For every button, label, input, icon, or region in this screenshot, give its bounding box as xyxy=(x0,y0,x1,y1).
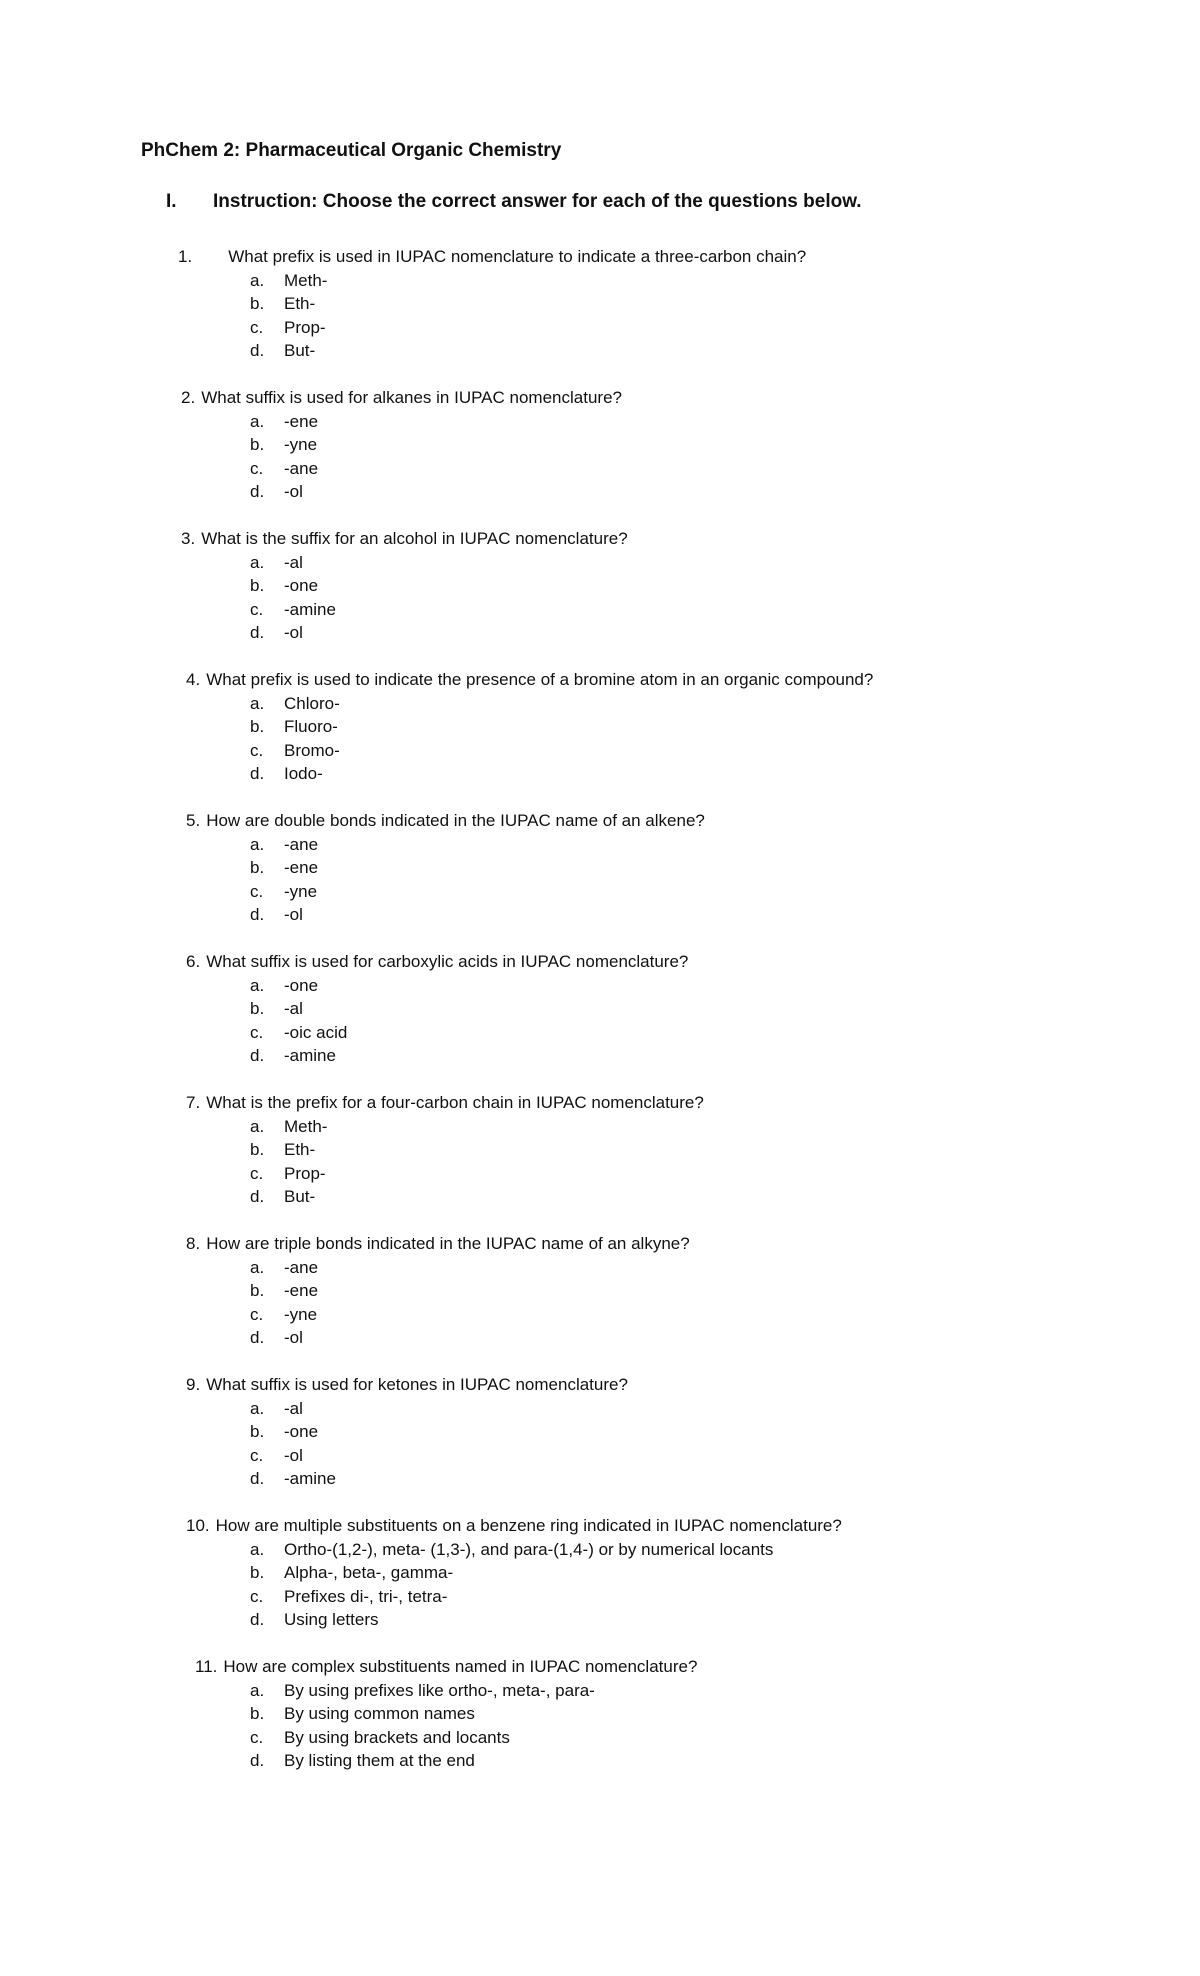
option-text: -amine xyxy=(284,1046,336,1065)
answer-option-a xyxy=(0,410,1200,434)
option-letter: c. xyxy=(250,881,264,901)
instruction-text: Instruction: Choose the correct answer for each of the questions below. xyxy=(213,191,862,212)
option-text: Eth- xyxy=(284,1140,316,1159)
option-text: -yne xyxy=(284,881,318,901)
option-letter: c. xyxy=(250,1022,264,1042)
option-letter: d. xyxy=(250,1328,265,1347)
answer-option-b xyxy=(0,1138,1200,1162)
answer-option-b xyxy=(0,1561,1200,1585)
option-letter: d. xyxy=(250,1469,265,1488)
option-text: -al xyxy=(284,999,303,1018)
option-letter: c. xyxy=(250,1727,264,1747)
option-text: -ol xyxy=(284,1328,303,1347)
option-text: But- xyxy=(284,341,316,360)
option-text: By using common names xyxy=(284,1704,475,1723)
answer-option-d xyxy=(0,903,1200,927)
answer-option-a xyxy=(0,551,1200,575)
option-letter: d. xyxy=(250,1046,265,1065)
question-7 xyxy=(0,1091,1200,1231)
question-text-line xyxy=(186,1091,704,1115)
question-text: How are complex substituents named in IUPAC nomenclature? xyxy=(223,1657,698,1676)
answer-option-a xyxy=(0,1115,1200,1139)
option-text: -amine xyxy=(284,1469,336,1488)
option-text: Meth- xyxy=(284,1116,328,1136)
question-text: What prefix is used to indicate the presence of a bromine atom in an organic compound? xyxy=(206,670,874,689)
question-number: 7. xyxy=(186,1093,201,1112)
option-letter: b. xyxy=(250,435,265,454)
answer-option-a xyxy=(0,1256,1200,1280)
option-letter: c. xyxy=(250,740,264,760)
question-text-line xyxy=(186,950,688,974)
answer-option-c xyxy=(0,880,1200,904)
question-text-line xyxy=(181,527,628,551)
answer-option-b xyxy=(0,715,1200,739)
answer-option-c xyxy=(0,1585,1200,1609)
option-letter: a. xyxy=(250,1257,265,1277)
option-text: Chloro- xyxy=(284,693,340,713)
answer-option-b xyxy=(0,574,1200,598)
answer-option-a xyxy=(0,833,1200,857)
question-text: How are double bonds indicated in the IUPAC name of an alkene? xyxy=(206,811,705,830)
option-text: -ene xyxy=(284,858,319,877)
option-text: Ortho-(1,2-), meta- (1,3-), and para-(1,4-) or by numerical locants xyxy=(284,1539,774,1559)
option-text: Alpha-, beta-, gamma- xyxy=(284,1563,454,1582)
answer-option-d xyxy=(0,1185,1200,1209)
option-letter: c. xyxy=(250,1304,264,1324)
question-text: How are multiple substituents on a benzene ring indicated in IUPAC nomenclature? xyxy=(215,1516,842,1535)
question-number: 10. xyxy=(186,1516,210,1535)
answer-option-a xyxy=(0,692,1200,716)
option-letter: b. xyxy=(250,858,265,877)
answer-option-c xyxy=(0,598,1200,622)
option-text: -al xyxy=(284,552,303,572)
question-text-line xyxy=(186,1514,842,1538)
answer-option-d xyxy=(0,1044,1200,1068)
option-letter: a. xyxy=(250,1680,265,1700)
option-text: Prop- xyxy=(284,317,326,337)
answer-option-b xyxy=(0,1279,1200,1303)
question-number: 8. xyxy=(186,1234,201,1253)
document-title: PhChem 2: Pharmaceutical Organic Chemistry xyxy=(141,140,562,161)
option-text: But- xyxy=(284,1187,316,1206)
question-number: 3. xyxy=(181,529,196,548)
question-1 xyxy=(0,245,1200,385)
answer-option-b xyxy=(0,856,1200,880)
answer-option-b xyxy=(0,1420,1200,1444)
answer-option-c xyxy=(0,457,1200,481)
question-text-line xyxy=(195,1655,697,1679)
option-letter: b. xyxy=(250,1422,265,1441)
option-text: -ol xyxy=(284,623,303,642)
question-number: 9. xyxy=(186,1375,201,1394)
question-number: 4. xyxy=(186,670,201,689)
answer-option-b xyxy=(0,433,1200,457)
option-letter: b. xyxy=(250,1704,265,1723)
question-9 xyxy=(0,1373,1200,1513)
option-letter: c. xyxy=(250,1163,264,1183)
answer-option-b xyxy=(0,1702,1200,1726)
option-text: Fluoro- xyxy=(284,717,338,736)
question-text-line xyxy=(186,809,705,833)
option-letter: c. xyxy=(250,1586,264,1606)
option-letter: c. xyxy=(250,1445,264,1465)
option-letter: a. xyxy=(250,270,265,290)
answer-option-c xyxy=(0,1162,1200,1186)
question-text: What suffix is used for ketones in IUPAC nomenclature? xyxy=(206,1375,628,1394)
answer-option-d xyxy=(0,1749,1200,1773)
option-text: -ol xyxy=(284,482,303,501)
option-letter: a. xyxy=(250,975,265,995)
option-letter: b. xyxy=(250,1281,265,1300)
option-letter: c. xyxy=(250,599,264,619)
option-text: Iodo- xyxy=(284,764,323,783)
option-letter: a. xyxy=(250,834,265,854)
answer-option-d xyxy=(0,480,1200,504)
question-8 xyxy=(0,1232,1200,1372)
answer-option-d xyxy=(0,621,1200,645)
option-letter: b. xyxy=(250,1140,265,1159)
option-text: By using brackets and locants xyxy=(284,1727,510,1747)
option-text: -ene xyxy=(284,1281,319,1300)
answer-option-a xyxy=(0,1538,1200,1562)
question-text: What prefix is used in IUPAC nomenclature to indicate a three-carbon chain? xyxy=(228,247,807,266)
option-text: -ane xyxy=(284,834,319,854)
option-letter: d. xyxy=(250,764,265,783)
option-letter: b. xyxy=(250,717,265,736)
answer-option-c xyxy=(0,739,1200,763)
question-5 xyxy=(0,809,1200,949)
question-text-line xyxy=(178,245,806,269)
option-text: -ol xyxy=(284,1445,303,1465)
question-text-line xyxy=(181,386,622,410)
answer-option-c xyxy=(0,1303,1200,1327)
answer-option-d xyxy=(0,1467,1200,1491)
question-4 xyxy=(0,668,1200,808)
option-letter: a. xyxy=(250,411,265,431)
question-text: What suffix is used for carboxylic acids in IUPAC nomenclature? xyxy=(206,952,689,971)
question-11 xyxy=(0,1655,1200,1795)
option-text: By using prefixes like ortho-, meta-, para- xyxy=(284,1680,595,1700)
option-text: By listing them at the end xyxy=(284,1751,475,1770)
answer-option-a xyxy=(0,1397,1200,1421)
option-text: -oic acid xyxy=(284,1022,348,1042)
question-number: 6. xyxy=(186,952,201,971)
option-text: -ane xyxy=(284,1257,319,1277)
question-6 xyxy=(0,950,1200,1090)
answer-option-b xyxy=(0,292,1200,316)
option-letter: d. xyxy=(250,623,265,642)
answer-option-c xyxy=(0,1726,1200,1750)
option-text: Prop- xyxy=(284,1163,326,1183)
answer-option-a xyxy=(0,974,1200,998)
option-text: Eth- xyxy=(284,294,316,313)
option-letter: b. xyxy=(250,294,265,313)
question-3 xyxy=(0,527,1200,667)
option-text: -one xyxy=(284,1422,319,1441)
option-text: Using letters xyxy=(284,1610,379,1629)
answer-option-d xyxy=(0,1608,1200,1632)
question-text: What is the suffix for an alcohol in IUPAC nomenclature? xyxy=(201,529,628,548)
option-text: -yne xyxy=(284,435,318,454)
question-text-line xyxy=(186,668,873,692)
option-letter: d. xyxy=(250,1751,265,1770)
answer-option-c xyxy=(0,1444,1200,1468)
answer-option-c xyxy=(0,1021,1200,1045)
option-letter: d. xyxy=(250,341,265,360)
option-text: -ol xyxy=(284,905,303,924)
option-text: Prefixes di-, tri-, tetra- xyxy=(284,1586,448,1606)
option-letter: c. xyxy=(250,317,264,337)
option-text: -amine xyxy=(284,599,336,619)
answer-option-d xyxy=(0,1326,1200,1350)
option-letter: c. xyxy=(250,458,264,478)
option-letter: b. xyxy=(250,576,265,595)
option-text: Meth- xyxy=(284,270,328,290)
answer-option-d xyxy=(0,339,1200,363)
option-letter: a. xyxy=(250,1116,265,1136)
option-text: -one xyxy=(284,975,319,995)
option-letter: d. xyxy=(250,1610,265,1629)
option-letter: a. xyxy=(250,1398,265,1418)
option-letter: a. xyxy=(250,693,265,713)
question-10 xyxy=(0,1514,1200,1654)
answer-option-a xyxy=(0,269,1200,293)
option-letter: b. xyxy=(250,1563,265,1582)
question-number: 11. xyxy=(195,1657,218,1676)
answer-option-a xyxy=(0,1679,1200,1703)
question-text-line xyxy=(186,1373,628,1397)
answer-option-d xyxy=(0,762,1200,786)
question-text: What is the prefix for a four-carbon chain in IUPAC nomenclature? xyxy=(206,1093,704,1112)
question-2 xyxy=(0,386,1200,526)
option-letter: d. xyxy=(250,482,265,501)
question-text: What suffix is used for alkanes in IUPAC nomenclature? xyxy=(201,388,622,407)
option-letter: d. xyxy=(250,905,265,924)
option-text: -yne xyxy=(284,1304,318,1324)
option-letter: a. xyxy=(250,1539,265,1559)
question-number: 2. xyxy=(181,388,196,407)
option-text: -al xyxy=(284,1398,303,1418)
option-text: -ane xyxy=(284,458,319,478)
option-text: Bromo- xyxy=(284,740,340,760)
question-text-line xyxy=(186,1232,690,1256)
question-number: 5. xyxy=(186,811,201,830)
option-letter: d. xyxy=(250,1187,265,1206)
answer-option-c xyxy=(0,316,1200,340)
option-text: -ene xyxy=(284,411,319,431)
section-numeral: I. xyxy=(166,191,177,212)
option-text: -one xyxy=(284,576,319,595)
option-letter: b. xyxy=(250,999,265,1018)
answer-option-b xyxy=(0,997,1200,1021)
question-text: How are triple bonds indicated in the IUPAC name of an alkyne? xyxy=(206,1234,690,1253)
option-letter: a. xyxy=(250,552,265,572)
question-number: 1. xyxy=(178,247,193,266)
